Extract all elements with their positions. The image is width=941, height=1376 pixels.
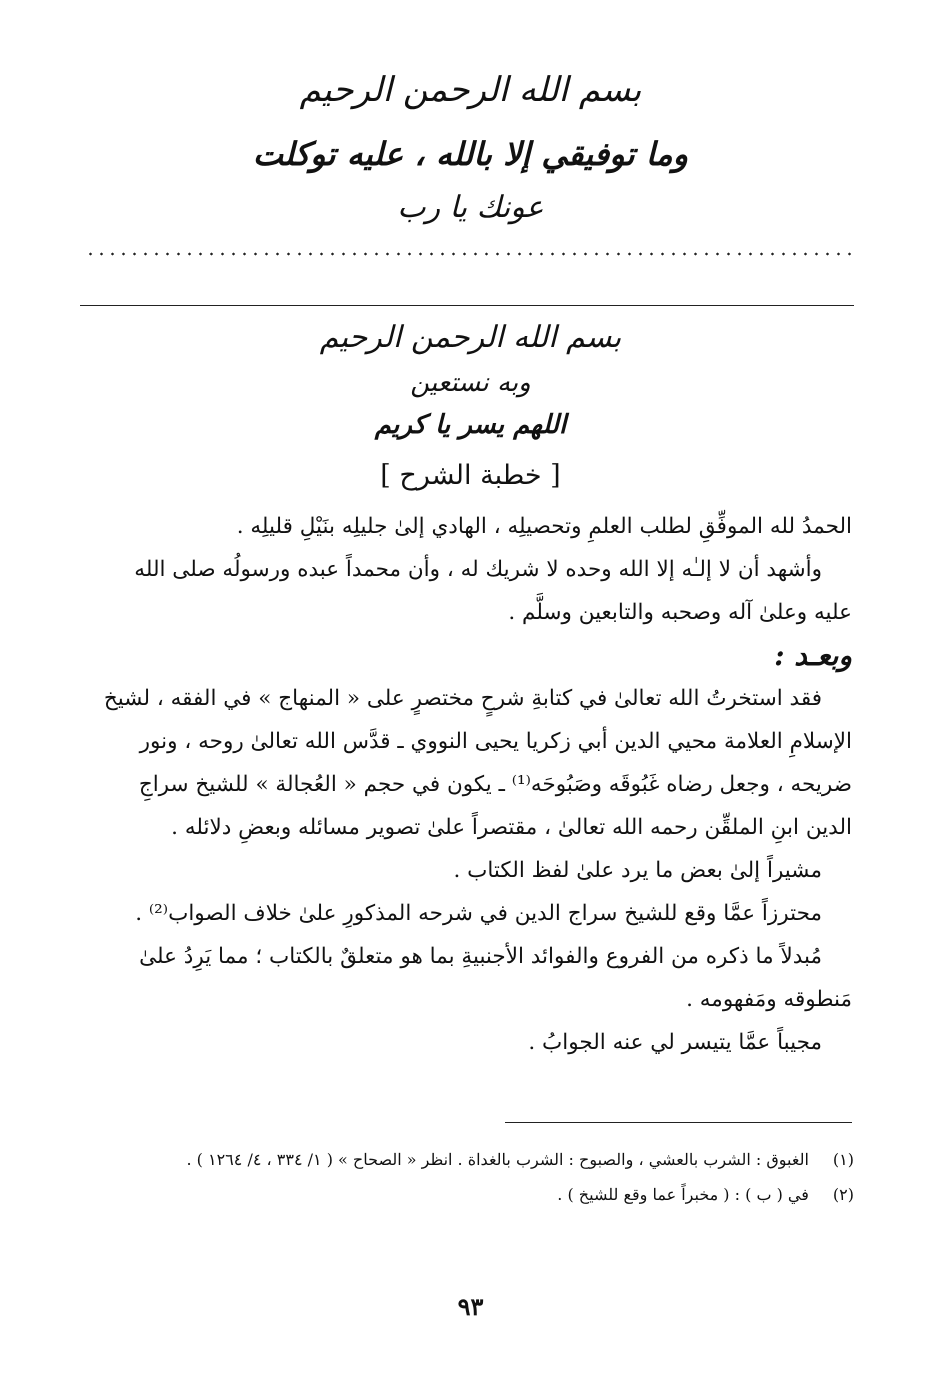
paragraph-3-line-1: فقد استخرتُ الله تعالىٰ في كتابةِ شرحٍ مختصرٍ على « المنهاج » في الفقه ، لشيخ bbox=[103, 686, 822, 711]
paragraph-7: مجيباً عمَّا يتيسر لي عنه الجوابُ . bbox=[528, 1030, 822, 1055]
footnote-rule bbox=[505, 1122, 852, 1123]
section-title: [ خطبة الشرح ] bbox=[380, 460, 561, 491]
paragraph-6-line-2: مَنطوقه ومَفهومه . bbox=[686, 987, 852, 1012]
top-rule bbox=[80, 305, 854, 306]
footnote-1 bbox=[80, 1150, 854, 1169]
footnote-1-number: (١) bbox=[832, 1150, 854, 1169]
footnote-2-number: (٢) bbox=[832, 1185, 854, 1204]
paragraph-3-line-3: ضريحه ، وجعل رضاه غَبُوقَه وصَبُوحَه⁽¹⁾ ـ يكون في حجم « العُجالة » للشيخ سراجِ bbox=[138, 772, 852, 797]
body-nastain: وبه نستعين bbox=[410, 368, 531, 398]
paragraph-2-line-1: وأشهد أن لا إلـٰه إلا الله وحده لا شريك له ، وأن محمداً عبده ورسولُه صلى الله bbox=[134, 557, 822, 582]
body-basmala: بسم الله الرحمن الرحيم bbox=[319, 320, 622, 355]
body-dua: اللهم يسر يا كريم bbox=[374, 410, 567, 440]
paragraph-5: محترزاً عمَّا وقع للشيخ سراج الدين في شرحه المذكورِ علىٰ خلاف الصواب⁽²⁾ . bbox=[135, 901, 822, 926]
page-number: ٩٣ bbox=[457, 1292, 484, 1321]
paragraph-2-line-2: عليه وعلىٰ آله وصحبه والتابعين وسلَّم . bbox=[508, 600, 852, 625]
dotted-separator bbox=[85, 252, 855, 256]
footnote-2 bbox=[80, 1185, 854, 1204]
paragraph-4: مشيراً إلىٰ بعض ما يرد علىٰ لفظ الكتاب . bbox=[453, 858, 822, 883]
footnote-2-text: في ( ب ) : ( مخبراً عما وقع للشيخ ) . bbox=[557, 1185, 809, 1204]
paragraph-3-line-4: الدين ابنِ الملقِّن رحمه الله تعالىٰ ، مقتصراً علىٰ تصوير مسائله وبعضِ دلائله . bbox=[171, 815, 852, 840]
header-awnak: عونك يا رب bbox=[397, 190, 544, 225]
main-text bbox=[78, 505, 852, 1064]
paragraph-1: الحمدُ لله الموفِّقِ لطلب العلمِ وتحصيلِه ، الهادي إلىٰ جليلِه بنَيْلِ قليلِه . bbox=[236, 514, 852, 539]
header-basmala: بسم الله الرحمن الرحيم bbox=[299, 70, 642, 110]
wabad-heading: وبعـد : bbox=[774, 639, 852, 672]
footnote-1-text: الغبوق : الشرب بالعشي ، والصبوح : الشرب بالغداة . انظر « الصحاح » ( ١/ ٣٣٤ ، ٤/ ١٢٦٤ ) . bbox=[186, 1150, 809, 1169]
paragraph-3-line-2: الإسلامِ العلامة محيي الدين أبي زكريا يحيى النووي ـ قدَّس الله تعالىٰ روحه ، ونور bbox=[139, 729, 852, 754]
paragraph-6-line-1: مُبدلاً ما ذكره من الفروع والفوائد الأجنبيةِ بما هو متعلقٌ بالكتاب ؛ مما يَرِدُ علىٰ bbox=[139, 944, 822, 969]
header-tawfiq: وما توفيقي إلا بالله ، عليه توكلت bbox=[252, 135, 689, 173]
